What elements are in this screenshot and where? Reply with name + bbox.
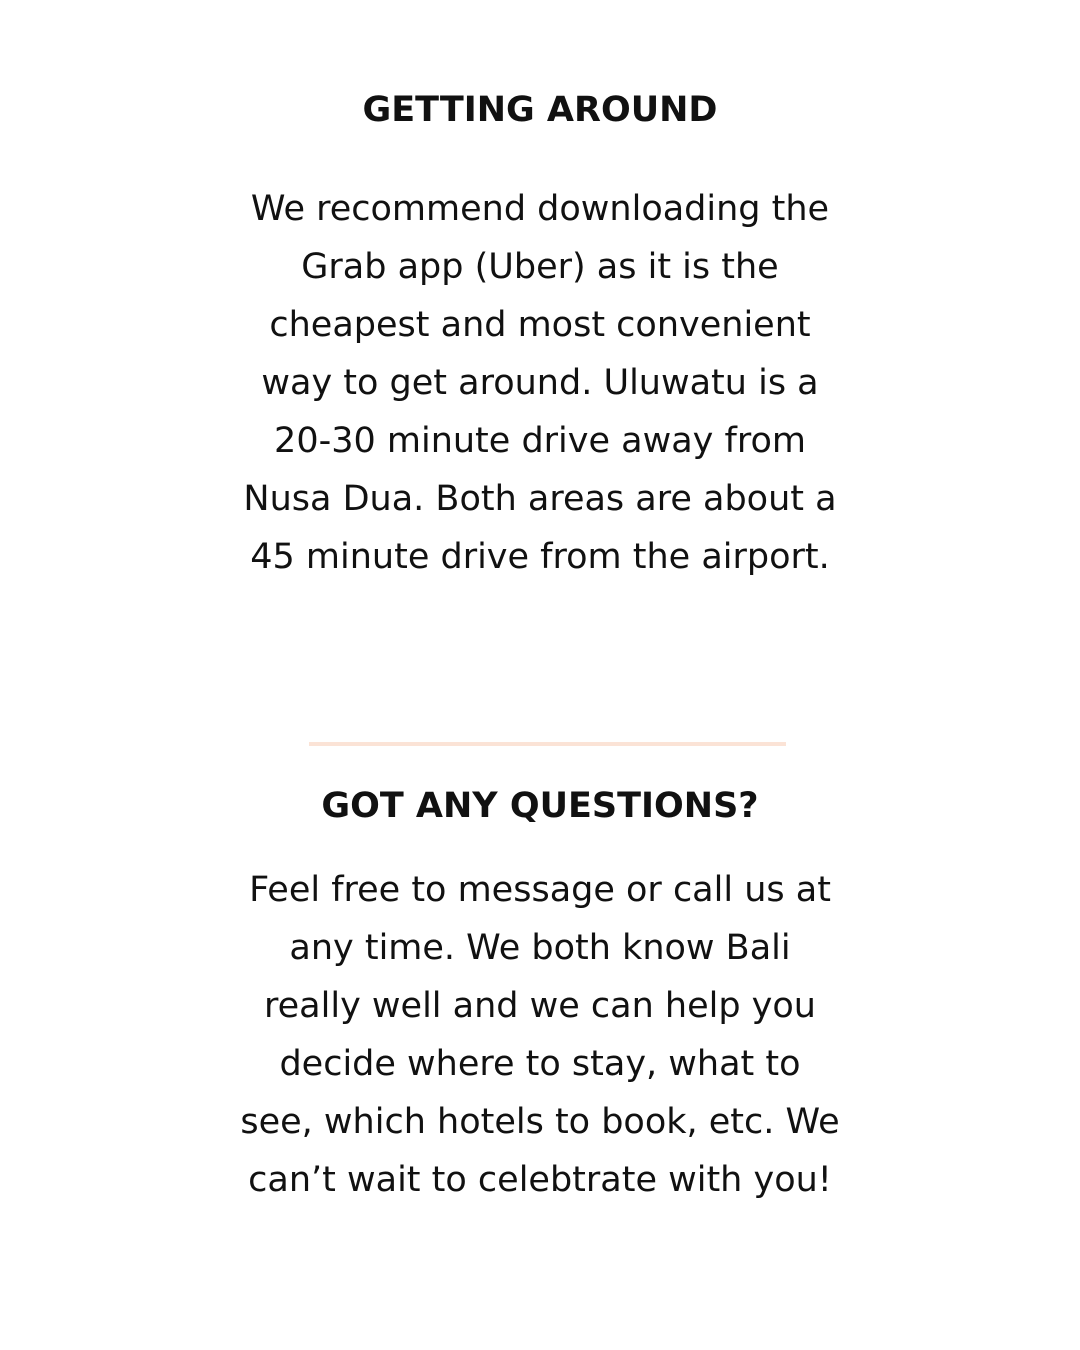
questions-heading: GOT ANY QUESTIONS? (321, 786, 759, 826)
section-divider (309, 742, 786, 746)
questions-text: Feel free to message or call us at any time. We both know Bali really well and we can help you decide where to stay, what to see, which hotels to book, etc. We can’t wait to celebtrate with you! (240, 870, 840, 1200)
getting-around-text: We recommend downloading the Grab app (Uber) as it is the cheapest and most convenient way to get around. Uluwatu is a 20-30 minute drive away from Nusa Dua. Both areas are about a 45 minute drive from the airport. (243, 189, 837, 577)
getting-around-heading: GETTING AROUND (362, 90, 718, 130)
